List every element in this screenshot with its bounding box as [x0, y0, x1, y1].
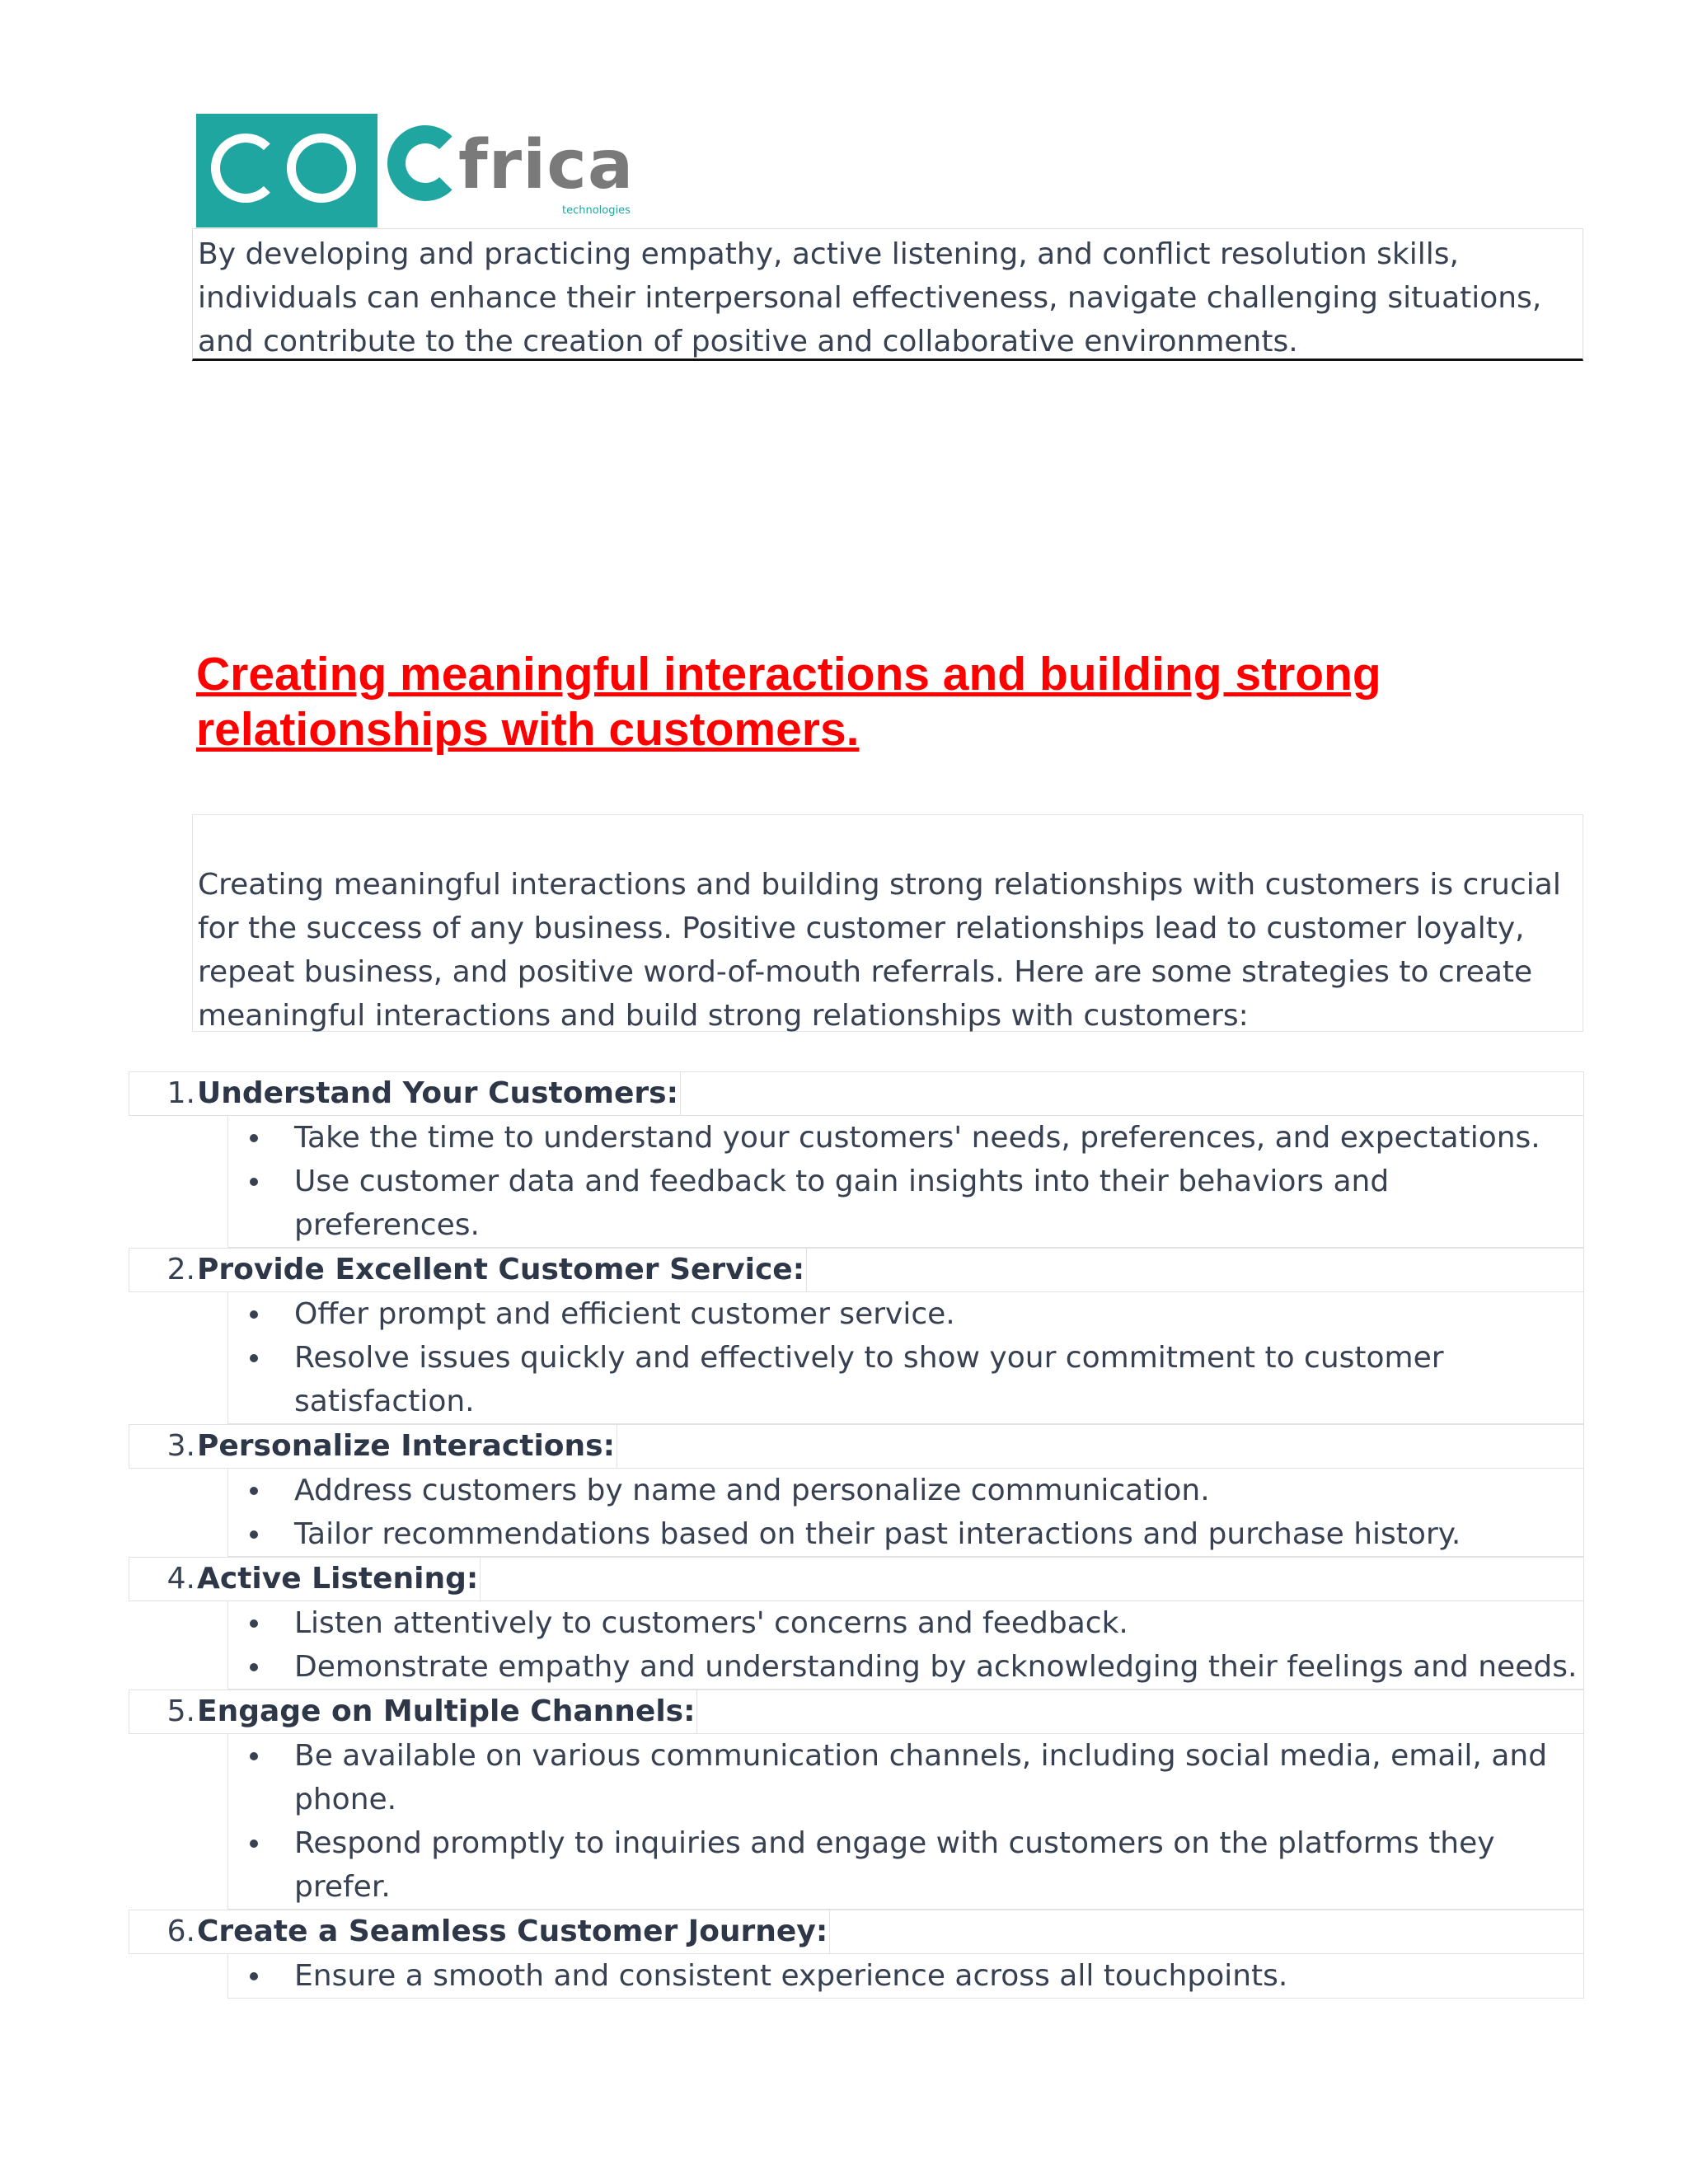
- strategy-number: 2.: [166, 1253, 195, 1286]
- list-item: [228, 1734, 1583, 1821]
- bullet-icon: [250, 1530, 258, 1539]
- bullet-icon: [250, 1487, 258, 1495]
- strategy-title: Engage on Multiple Channels:: [197, 1690, 697, 1733]
- list-item: [228, 1954, 1583, 1998]
- strategy-number: 5.: [166, 1694, 195, 1728]
- logo-a-shape: [387, 125, 463, 201]
- strategy-number: 3.: [166, 1429, 195, 1463]
- list-item-text: Be available on various communication channels, including social media, email, and phone.: [294, 1739, 1548, 1816]
- strategy-title: Understand Your Customers:: [197, 1072, 681, 1115]
- strategy-heading: [129, 1248, 1584, 1292]
- list-item: [228, 1292, 1583, 1336]
- body-paragraph: Creating meaningful interactions and building strong relationships with customers is crucial for the success of any business. Positive customer relationships lead to customer loyalty, repeat business, and positive word-of-mouth referrals. Here are some strategies to create meaningful interactions and build strong relationships with customers:: [192, 814, 1583, 1032]
- strategy-list: [129, 1071, 1584, 1999]
- intro-paragraph: By developing and practicing empathy, active listening, and conflict resolution skills, individuals can enhance their interpersonal effectiveness, navigate challenging situations, and contribute to the creation of positive and collaborative environments.: [192, 228, 1583, 361]
- strategy-number: 4.: [166, 1562, 195, 1596]
- list-item-text: Respond promptly to inquiries and engage with customers on the platforms they prefer.: [294, 1826, 1495, 1904]
- bullet-icon: [250, 1178, 258, 1186]
- strategy-points: [227, 1469, 1584, 1557]
- list-item: [228, 1160, 1583, 1247]
- list-item-text: Use customer data and feedback to gain insights into their behaviors and preferences.: [294, 1165, 1390, 1242]
- bullet-icon: [250, 1840, 258, 1848]
- list-item-text: Address customers by name and personalize communication.: [294, 1474, 1210, 1507]
- logo-go-mark: [196, 114, 377, 227]
- logo-o-shape: [287, 134, 356, 203]
- bullet-icon: [250, 1354, 258, 1362]
- bullet-icon: [250, 1663, 258, 1671]
- strategy-points: [227, 1601, 1584, 1690]
- logo-g-shape: [211, 134, 280, 203]
- section-heading: Creating meaningful interactions and building strong relationships with customers.: [196, 648, 1381, 756]
- strategy-title: Create a Seamless Customer Journey:: [197, 1910, 830, 1953]
- list-item: [228, 1469, 1583, 1512]
- list-item-text: Demonstrate empathy and understanding by acknowledging their feelings and needs.: [294, 1650, 1578, 1684]
- bullet-icon: [250, 1134, 258, 1142]
- list-item-text: Listen attentively to customers' concerns and feedback.: [294, 1606, 1128, 1640]
- strategy-heading: [129, 1910, 1584, 1954]
- list-item: [228, 1645, 1583, 1689]
- list-item-text: Ensure a smooth and consistent experience across all touchpoints.: [294, 1959, 1288, 1993]
- list-item-text: Resolve issues quickly and effectively to show your commitment to customer satisfaction.: [294, 1341, 1444, 1418]
- strategy-heading: [129, 1557, 1584, 1601]
- strategy-points: [227, 1954, 1584, 1999]
- bullet-icon: [250, 1310, 258, 1319]
- list-item-text: Offer prompt and efficient customer service.: [294, 1297, 955, 1331]
- strategy-title: Provide Excellent Customer Service:: [197, 1249, 807, 1291]
- list-item: [228, 1821, 1583, 1909]
- list-item-text: Take the time to understand your customers' needs, preferences, and expectations.: [294, 1121, 1540, 1155]
- strategy-number: 6.: [166, 1915, 195, 1948]
- logo-wordmark: frica: [458, 126, 635, 204]
- bullet-icon: [250, 1752, 258, 1760]
- strategy-points: [227, 1734, 1584, 1910]
- list-item: [228, 1336, 1583, 1423]
- strategy-points: [227, 1116, 1584, 1248]
- strategy-title: Personalize Interactions:: [197, 1425, 617, 1468]
- logo-tagline: technologies: [562, 204, 631, 217]
- bullet-icon: [250, 1619, 258, 1628]
- bullet-icon: [250, 1972, 258, 1980]
- strategy-heading: [129, 1071, 1584, 1116]
- strategy-points: [227, 1292, 1584, 1424]
- list-item: [228, 1601, 1583, 1645]
- strategy-number: 1.: [166, 1076, 195, 1110]
- strategy-heading: [129, 1424, 1584, 1469]
- list-item-text: Tailor recommendations based on their past interactions and purchase history.: [294, 1517, 1461, 1551]
- list-item: [228, 1512, 1583, 1556]
- list-item: [228, 1116, 1583, 1160]
- strategy-title: Active Listening:: [197, 1558, 481, 1601]
- company-logo: [196, 114, 666, 227]
- strategy-heading: [129, 1690, 1584, 1734]
